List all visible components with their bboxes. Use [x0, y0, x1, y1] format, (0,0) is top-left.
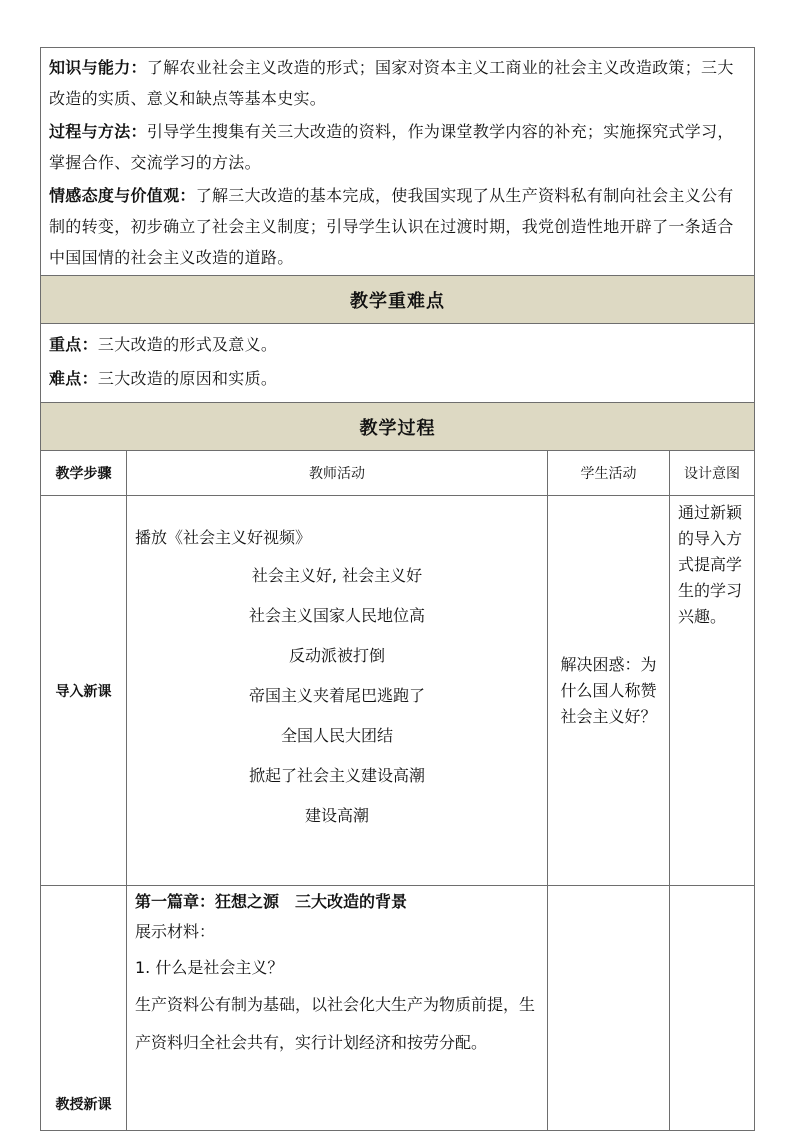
objectives-cell	[41, 48, 755, 276]
header-step: 教学步骤	[41, 451, 127, 496]
new-lesson-teacher-activity	[127, 886, 548, 1131]
new-lesson-step: 教授新课	[41, 886, 127, 1131]
question-text: 1. 什么是社会主义？	[135, 958, 284, 977]
objective-process: 过程与方法：引导学生搜集有关三大改造的资料，作为课堂教学内容的补充；实施探究式学习，掌握合作、交流学习的方法。	[49, 122, 734, 172]
key-point-main: 重点：三大改造的形式及意义。	[49, 335, 278, 354]
lyric-line: 全国人民大团结	[280, 726, 393, 745]
intro-teacher-activity	[127, 496, 548, 886]
process-heading: 教学过程	[41, 403, 755, 451]
answer-text: 生产资料公有制为基础，以社会化大生产为物质前提，生产资料归全社会共有，实行计划经济和按劳分配。	[135, 995, 536, 1052]
lesson-plan-table	[40, 47, 755, 1131]
objective-knowledge: 知识与能力：了解农业社会主义改造的形式；国家对资本主义工商业的社会主义改造政策；三大改造的实质、意义和缺点等基本史实。	[49, 58, 734, 108]
lyric-line: 建设高潮	[304, 806, 369, 825]
intro-teacher-first: 播放《社会主义好视频》	[135, 528, 312, 547]
lyric-line: 反动派被打倒	[288, 646, 385, 665]
lyric-line: 社会主义好, 社会主义好	[251, 566, 423, 585]
lyric-line: 掀起了社会主义建设高潮	[248, 766, 425, 785]
key-points-cell	[41, 324, 755, 403]
lyric-line: 帝国主义夹着尾巴逃跑了	[248, 686, 425, 705]
intro-step: 导入新课	[41, 496, 127, 886]
key-point-difficult: 难点：三大改造的原因和实质。	[49, 369, 278, 388]
header-teacher: 教师活动	[127, 451, 548, 496]
new-lesson-student-activity	[548, 886, 670, 1131]
lyric-line: 社会主义国家人民地位高	[248, 606, 425, 625]
intro-design-intent: 通过新颖的导入方式提高学生的学习兴趣。	[670, 496, 755, 886]
header-design: 设计意图	[670, 451, 755, 496]
header-student: 学生活动	[548, 451, 670, 496]
intro-student-activity: 解决困惑：为什么国人称赞社会主义好？	[548, 496, 670, 886]
key-points-heading: 教学重难点	[41, 276, 755, 324]
show-material-label: 展示材料：	[135, 922, 216, 941]
chapter-title: 第一篇章：狂想之源 三大改造的背景	[135, 892, 408, 911]
new-lesson-design-intent	[670, 886, 755, 1131]
objective-values: 情感态度与价值观：了解三大改造的基本完成，使我国实现了从生产资料私有制向社会主义公有制的转变，初步确立了社会主义制度；引导学生认识在过渡时期，我党创造性地开辟了一条适合中国国情的社会主义改造的道路。	[49, 186, 734, 267]
